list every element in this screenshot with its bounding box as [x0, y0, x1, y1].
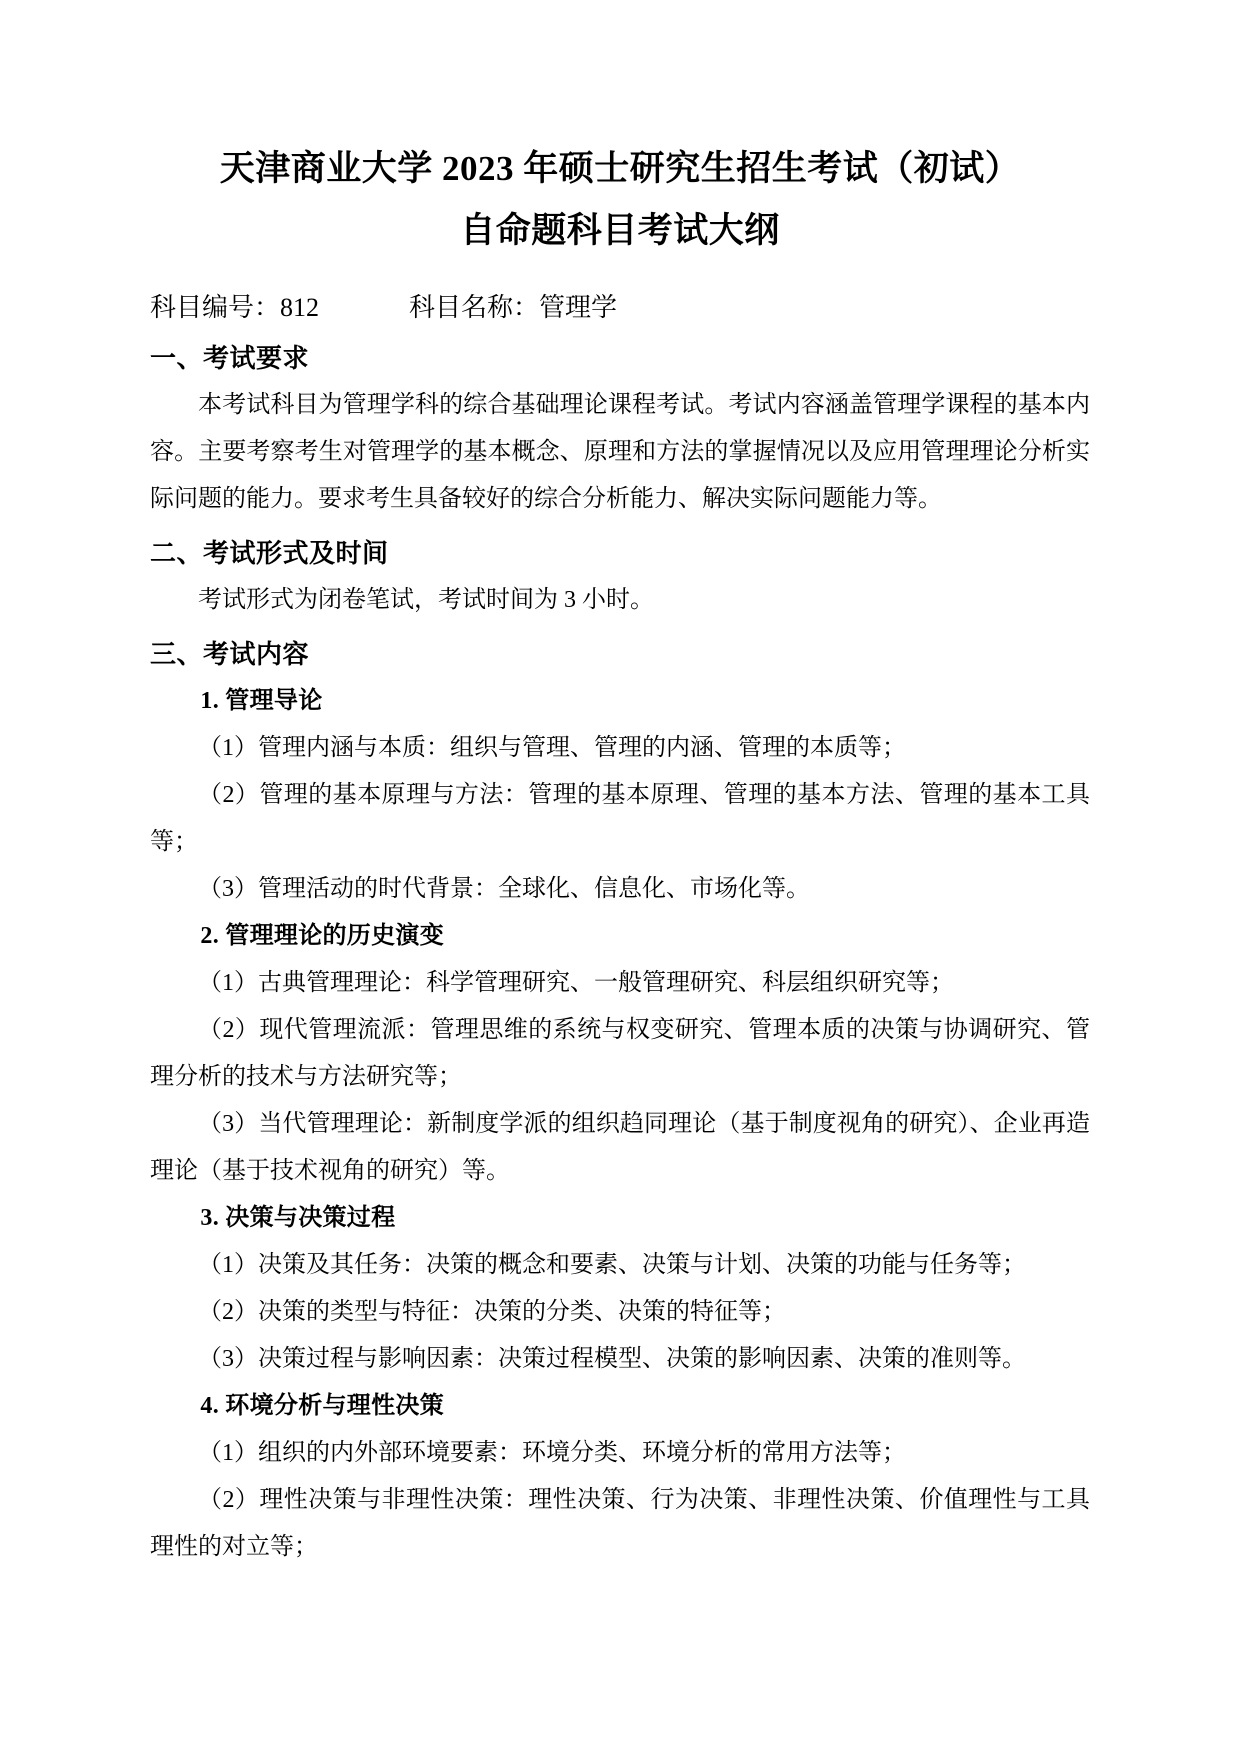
subsection-title-3: 3. 决策与决策过程 — [200, 1205, 396, 1231]
section-heading-1: 一、考试要求 — [150, 344, 310, 373]
subject-code: 科目编号：812 — [150, 293, 320, 322]
subsection-2-item-3: （3）当代管理理论：新制度学派的组织趋同理论（基于制度视角的研究）、企业再造理论（基于技术视角的研究）等。 — [150, 1111, 1090, 1184]
page-title — [150, 138, 1090, 262]
subsection-3-item-3: （3）决策过程与影响因素：决策过程模型、决策的影响因素、决策的准则等。 — [198, 1346, 1026, 1372]
subsection-1-item-3: （3）管理活动的时代背景：全球化、信息化、市场化等。 — [198, 876, 810, 902]
subsection-title-4: 4. 环境分析与理性决策 — [200, 1393, 444, 1419]
subsection-3-item-2: （2）决策的类型与特征：决策的分类、决策的特征等； — [198, 1299, 786, 1325]
title-line-2: 自命题科目考试大纲 — [460, 211, 780, 250]
section-heading-2: 二、考试形式及时间 — [150, 539, 389, 568]
subject-name: 科目名称：管理学 — [409, 293, 618, 322]
subsection-4-item-2: （2）理性决策与非理性决策：理性决策、行为决策、非理性决策、价值理性与工具理性的对立等； — [150, 1487, 1090, 1560]
subject-info-row — [150, 288, 1090, 328]
subsection-title-1: 1. 管理导论 — [200, 688, 323, 714]
title-line-1: 天津商业大学 2023 年硕士研究生招生考试（初试） — [219, 149, 1021, 188]
section-heading-3: 三、考试内容 — [150, 640, 310, 669]
subsection-4-item-1: （1）组织的内外部环境要素：环境分类、环境分析的常用方法等； — [198, 1440, 906, 1466]
subsection-3-item-1: （1）决策及其任务：决策的概念和要素、决策与计划、决策的功能与任务等； — [198, 1252, 1026, 1278]
subsection-1-item-2: （2）管理的基本原理与方法：管理的基本原理、管理的基本方法、管理的基本工具等； — [150, 782, 1090, 855]
subsection-2-item-1: （1）古典管理理论：科学管理研究、一般管理研究、科层组织研究等； — [198, 970, 954, 996]
section-2-paragraph: 考试形式为闭卷笔试，考试时间为 3 小时。 — [198, 587, 654, 613]
subsection-1-item-1: （1）管理内涵与本质：组织与管理、管理的内涵、管理的本质等； — [198, 735, 906, 761]
section-1-paragraph: 本考试科目为管理学科的综合基础理论课程考试。考试内容涵盖管理学课程的基本内容。主要考察考生对管理学的基本概念、原理和方法的掌握情况以及应用管理理论分析实际问题的能力。要求考生具备较好的综合分析能力、解决实际问题能力等。 — [150, 392, 1090, 512]
subsection-2-item-2: （2）现代管理流派：管理思维的系统与权变研究、管理本质的决策与协调研究、管理分析的技术与方法研究等； — [150, 1017, 1090, 1090]
subsection-title-2: 2. 管理理论的历史演变 — [200, 923, 444, 949]
